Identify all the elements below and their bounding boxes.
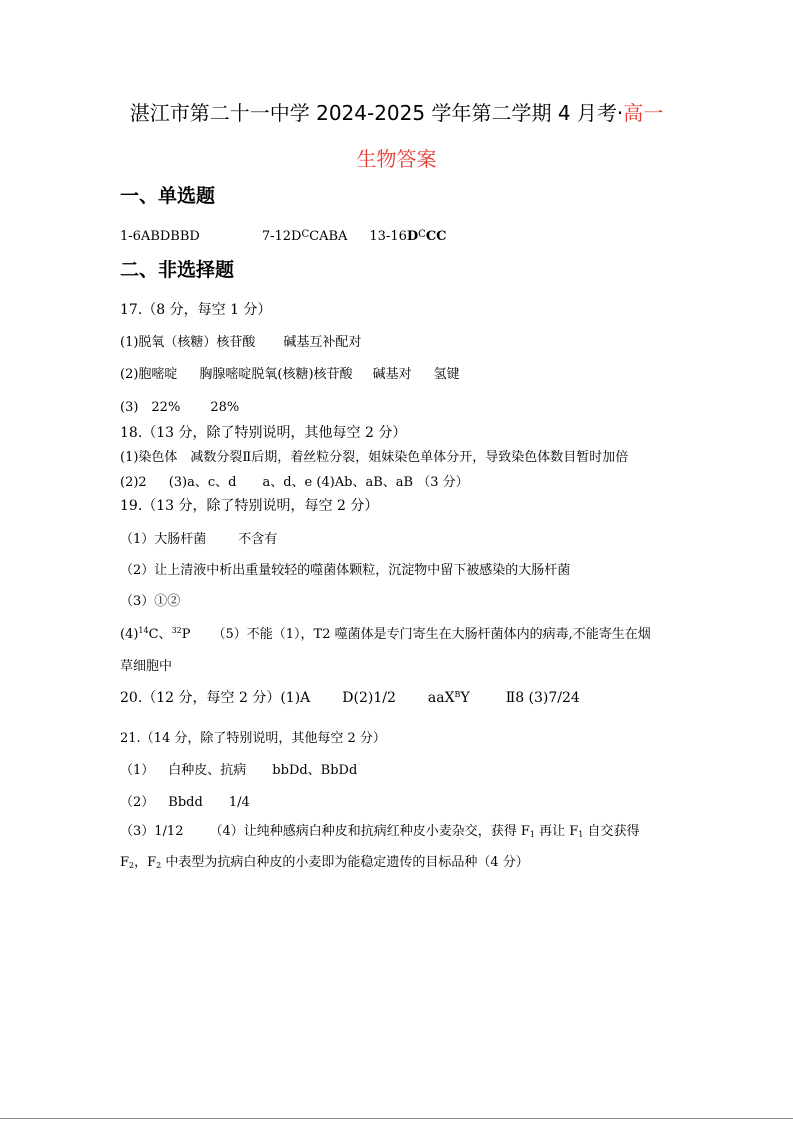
q21-line4: $F_2$，$F_2$ 中表型为抗病白种皮的小麦即为能稳定遗传的目标品种（4 分） [120,855,529,870]
q21-line1: （1） 白种皮、抗病 bbDd、BbDd [120,763,358,778]
q18-line1: (1)染色体 减数分裂Ⅱ后期，着丝粒分裂，姐妹染色单体分开，导致染色体数目暂时加倍 [120,450,629,465]
q18-heading: 18.（13 分，除了特别说明，其他每空 2 分） [120,425,407,441]
title-grade: 高一 [623,101,664,125]
q18-line2: (2)2 (3)a、c、d a、d、e (4)Ab、aB、aB （3 分） [120,475,469,490]
q19-line2: （2）让上清液中析出重量较轻的噬菌体颗粒，沉淀物中留下被感染的大肠杆菌 [120,563,571,578]
q19-line5: 草细胞中 [120,659,173,674]
q17-heading: 17.（8 分，每空 1 分） [120,302,272,318]
q17-line3: (3) 22% 28% [120,400,240,415]
q21-heading: 21.（14 分，除了特别说明，其他每空 2 分） [120,731,386,746]
answers-13-16: $13-16D^CCC$ [369,229,447,244]
page-title-line1 [0,97,793,126]
q20-line: 20.（12 分，每空 2 分）(1)A D(2)1/2 aaX$^B$Y Ⅱ8 (3)7/24 [120,690,580,706]
q19-line4: $(4)^{14}C$、$^{32}$P （5）不能（1），T2 噬菌体是专门寄生在大肠杆菌体内的病毒,不能寄生在烟 [120,626,651,642]
q19-line3: （3）①② [120,594,181,609]
q21-line3: （3）1/12 （4）让纯种感病白种皮和抗病红种皮小麦杂交，获得 $F_1$ 再让 $F_1$ 自交获得 [120,824,640,839]
q19-heading: 19.（13 分，除了特别说明，每空 2 分） [120,498,379,514]
q21-line2: （2） Bbdd 1/4 [120,795,250,810]
q19-line1: （1）大肠杆菌 不含有 [120,532,278,547]
page-title-line2: 生物答案 [356,147,437,171]
q17-line2: (2)胞嘧啶 胸腺嘧啶脱氧(核糖)核苷酸 碱基对 氢键 [120,367,460,382]
answers-1-6: 1-6ABDBBD [120,229,200,244]
title-main: 湛江市第二十一中学 2024-2025 学年第二学期 4 月考· [129,101,624,125]
answers-7-12: $7-12D^CCABA$ [261,229,348,244]
section-heading-single-choice: 一、单选题 [120,185,216,207]
q17-line1: (1)脱氧（核糖）核苷酸 碱基互补配对 [120,335,362,350]
section-heading-non-choice: 二、非选择题 [120,259,235,281]
q20-genotype: aaX$^B$Y [427,690,470,706]
single-choice-answers [120,229,447,244]
page-bottom-divider [0,1118,793,1119]
